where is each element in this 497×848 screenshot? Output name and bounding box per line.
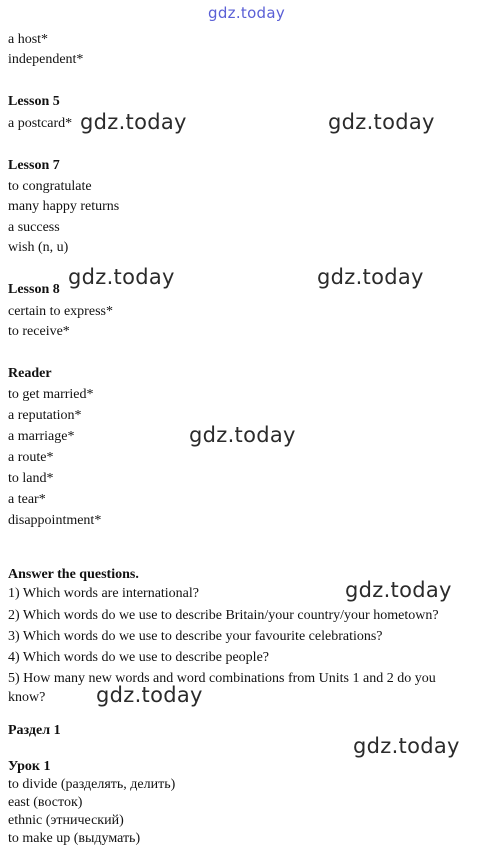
vocab-item: a success — [8, 220, 60, 235]
vocab-item: many happy returns — [8, 199, 120, 214]
reader-heading: Reader — [8, 366, 52, 381]
question-item: 3) Which words do we use to describe your favourite celebrations? — [8, 629, 383, 644]
vocab-item: to receive* — [8, 324, 70, 339]
vocab-item: ethnic (этнический) — [8, 813, 124, 828]
vocab-item: east (восток) — [8, 795, 83, 810]
watermark: gdz.today — [353, 734, 460, 758]
watermark: gdz.today — [328, 110, 435, 134]
lesson-heading: Lesson 7 — [8, 158, 60, 173]
watermark: gdz.today — [189, 423, 296, 447]
vocab-item: independent* — [8, 52, 84, 67]
questions-heading: Answer the questions. — [8, 567, 139, 582]
question-item-continued: know? — [8, 690, 46, 705]
question-item: 5) How many new words and word combinations from Units 1 and 2 do you — [8, 671, 436, 686]
lesson-heading: Lesson 8 — [8, 282, 60, 297]
vocab-item: a postcard* — [8, 116, 73, 131]
vocab-item: a route* — [8, 450, 54, 465]
lesson-heading: Lesson 5 — [8, 94, 60, 109]
vocab-item: a reputation* — [8, 408, 82, 423]
vocab-item: a tear* — [8, 492, 46, 507]
watermark: gdz.today — [80, 110, 187, 134]
vocab-item: to make up (выдумать) — [8, 831, 141, 846]
watermark: gdz.today — [68, 265, 175, 289]
watermark-top: gdz.today — [208, 4, 286, 22]
watermark: gdz.today — [317, 265, 424, 289]
section-heading: Раздел 1 — [8, 723, 61, 738]
vocab-item: to congratulate — [8, 179, 92, 194]
lesson-heading: Урок 1 — [8, 759, 51, 774]
vocab-item: to land* — [8, 471, 54, 486]
question-item: 2) Which words do we use to describe Britain/your country/your hometown? — [8, 608, 439, 623]
vocab-item: wish (n, u) — [8, 240, 69, 255]
watermark: gdz.today — [96, 683, 203, 707]
watermark: gdz.today — [345, 578, 452, 602]
vocab-item: to divide (разделять, делить) — [8, 777, 176, 792]
vocab-item: a marriage* — [8, 429, 75, 444]
vocab-item: disappointment* — [8, 513, 102, 528]
question-item: 4) Which words do we use to describe people? — [8, 650, 269, 665]
vocab-item: certain to express* — [8, 304, 113, 319]
vocab-item: a host* — [8, 32, 49, 47]
question-item: 1) Which words are international? — [8, 586, 200, 601]
vocab-item: to get married* — [8, 387, 94, 402]
